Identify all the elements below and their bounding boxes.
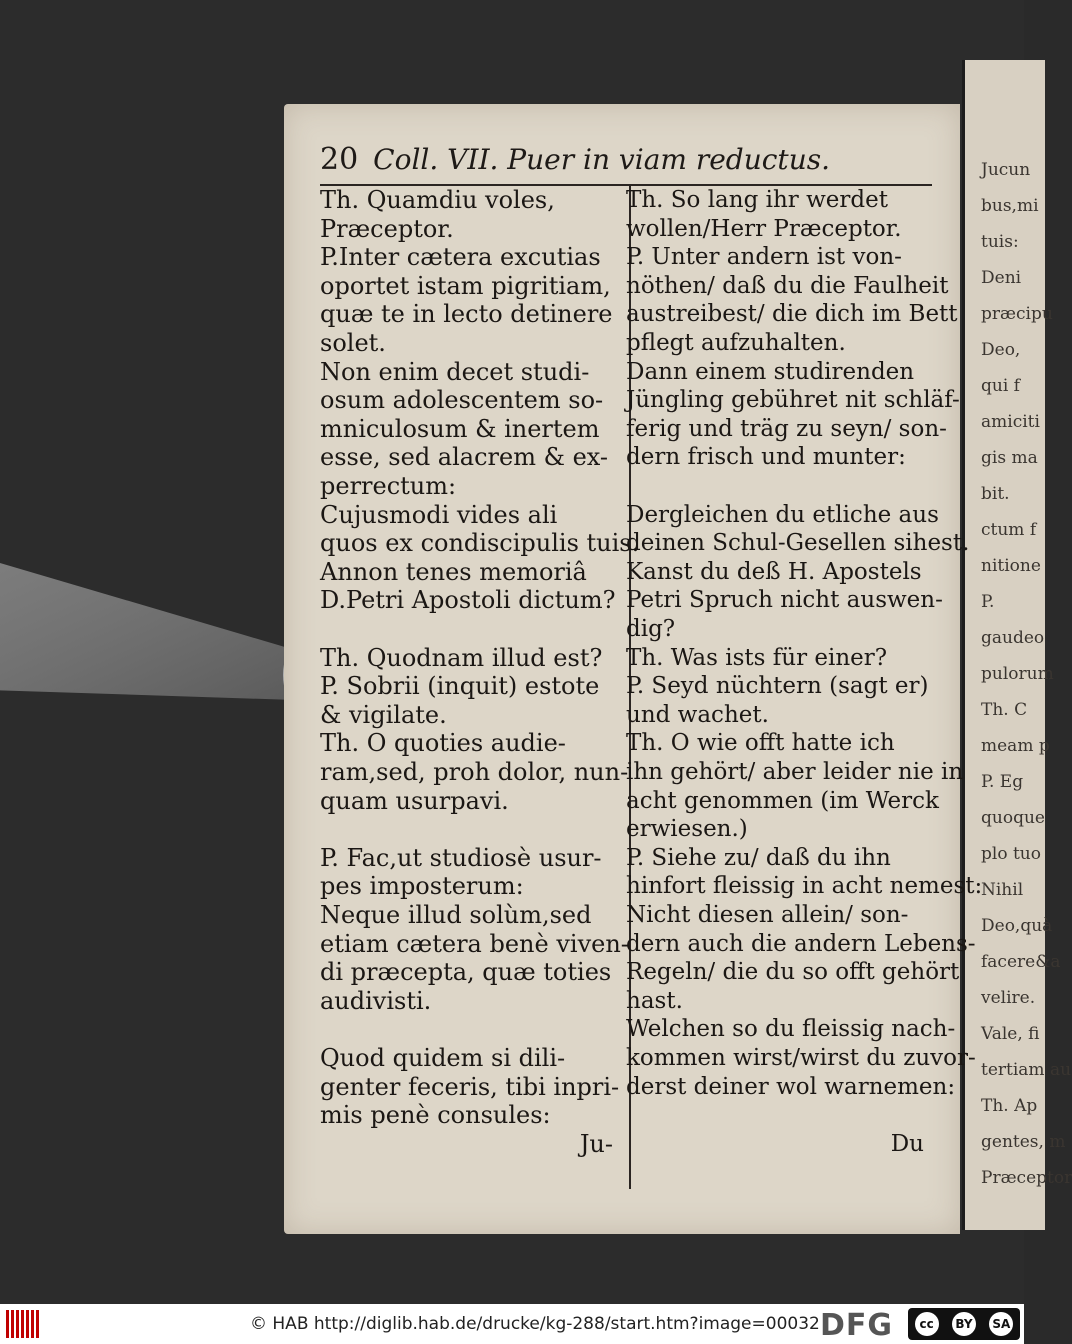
facing-page-fragment: quoque <box>981 808 1045 828</box>
facing-page-fragment: Deo, <box>981 340 1021 360</box>
german-text-line: derst deiner wol warnemen: <box>626 1073 956 1100</box>
german-text-line: Th. O wie offt hatte ich <box>626 730 895 757</box>
latin-text-line: P. Sobrii (inquit) estote <box>320 672 600 701</box>
facing-page-fragment: Præceptor <box>981 1168 1072 1188</box>
facing-page-fragment: Vale, fi <box>981 1024 1040 1044</box>
facing-page-fragment: plo tuo <box>981 844 1041 864</box>
cc-icon: cc <box>915 1312 939 1336</box>
facing-page-fragment: qui f <box>981 376 1020 396</box>
german-text-line: nöthen/ daß du die Faulheit <box>626 272 949 299</box>
facing-page-fragment: gis ma <box>981 448 1038 468</box>
german-text-line: P. Siehe zu/ daß du ihn <box>626 844 891 871</box>
facing-page-fragment: tertiam au <box>981 1060 1072 1080</box>
facing-page-fragment: P. Eg <box>981 772 1024 792</box>
german-text-line: Dergleichen du etliche aus <box>626 501 939 528</box>
latin-text-line: genter feceris, tibi inpri- <box>320 1072 620 1101</box>
latin-text-line: Quod quidem si dili- <box>320 1044 566 1072</box>
latin-text-line: Neque illud solùm,sed <box>320 901 592 929</box>
german-text-line: dern frisch und munter: <box>626 444 906 471</box>
facing-page-fragment: Th. C <box>981 700 1028 720</box>
glass-weight-pointer <box>0 560 320 720</box>
latin-text-line: pes imposterum: <box>320 872 524 901</box>
latin-text-line: mis penè consules: <box>320 1101 551 1130</box>
hab-barcode-logo <box>6 1310 44 1338</box>
latin-text-line: solet. <box>320 329 386 357</box>
german-text-line: Regeln/ die du so offt gehört <box>626 959 960 986</box>
german-text-line: P. Seyd nüchtern (sagt er) <box>626 673 929 700</box>
facing-page-fragment: tuis: <box>981 232 1019 252</box>
latin-text-line: D.Petri Apostoli dictum? <box>320 586 616 615</box>
latin-text-line: P. Fac,ut studiosè usur- <box>320 843 602 872</box>
latin-text-line: etiam cætera benè viven- <box>320 929 629 958</box>
creative-commons-badge[interactable] <box>908 1308 1020 1340</box>
facing-page-fragment: velire. <box>981 988 1036 1008</box>
german-text-line: Welchen so du fleissig nach- <box>626 1016 956 1043</box>
german-text-line: Th. Was ists für einer? <box>626 644 888 671</box>
german-text-line: Petri Spruch nicht auswen- <box>626 587 943 614</box>
latin-text-line: perrectum: <box>320 472 457 500</box>
latin-text-line: quos ex condiscipulis tuis. <box>320 529 640 558</box>
facing-page-fragment: bit. <box>981 484 1010 504</box>
latin-text-line: Non enim decet studi- <box>320 357 590 386</box>
latin-text-line: audivisti. <box>320 986 432 1015</box>
facing-page-fragment: præcipu <box>981 304 1053 324</box>
facing-page-fragment: meam p <box>981 736 1050 756</box>
facing-page-fragment: Nihil <box>981 880 1024 900</box>
facing-page-fragment: P. <box>981 592 995 612</box>
book-page <box>284 104 983 1234</box>
sa-icon: SA <box>989 1312 1013 1336</box>
footer-bar <box>0 1304 1024 1344</box>
german-text-line: P. Unter andern ist von- <box>626 244 902 271</box>
latin-text-line: di præcepta, quæ toties <box>320 958 612 987</box>
running-title: Coll. VII. Puer in viam reductus. <box>373 143 830 176</box>
latin-text-line: quam usurpavi. <box>320 786 509 815</box>
page-number: 20 <box>320 142 359 177</box>
by-icon: BY <box>952 1312 976 1336</box>
latin-text-line: Cujusmodi vides ali <box>320 500 558 529</box>
german-text-line: ferig und träg zu seyn/ son- <box>626 415 947 442</box>
facing-page-fragment: ctum f <box>981 520 1037 540</box>
latin-text-line: Ju- <box>579 1129 613 1158</box>
latin-text-line: mniculosum & inertem <box>320 414 600 443</box>
facing-page-fragment: Deni <box>981 268 1022 288</box>
german-text-line: pflegt aufzuhalten. <box>626 330 846 356</box>
facing-page-fragment: amiciti <box>981 412 1040 432</box>
german-text-line: austreibest/ die dich im Bett <box>626 301 958 328</box>
german-text-line: Jüngling gebühret nit schläf- <box>626 387 960 414</box>
german-text-line: Du <box>890 1130 924 1157</box>
german-text-line: acht genommen (im Werck <box>626 787 939 814</box>
german-text-line: dern auch die andern Lebens- <box>626 930 976 957</box>
latin-text-line: & vigilate. <box>320 700 447 729</box>
german-text-line: Nicht diesen allein/ son- <box>626 902 909 928</box>
facing-page-fragment: Jucun <box>981 160 1031 180</box>
latin-text-line: Th. Quodnam illud est? <box>320 643 603 672</box>
german-text-line: ihn gehört/ aber leider nie in <box>626 759 964 785</box>
facing-page-fragment: bus,mi <box>981 196 1039 216</box>
latin-text-line: Th. O quoties audie- <box>320 729 566 758</box>
facing-page-fragment: gaudeo <box>981 628 1045 648</box>
latin-text-line: Th. Quamdiu voles, <box>320 186 555 214</box>
latin-text-line: osum adolescentem so- <box>320 386 604 415</box>
german-text-line: wollen/Herr Præceptor. <box>626 215 902 242</box>
german-text-line: Th. So lang ihr werdet <box>626 187 888 213</box>
latin-text-line: Annon tenes memoriâ <box>320 557 587 586</box>
facing-page-fragment: pulorum <box>981 664 1054 684</box>
latin-text-line: Præceptor. <box>320 214 454 243</box>
german-text-line: deinen Schul-Gesellen sihest. <box>626 530 970 557</box>
latin-text-line: P.Inter cætera excutias <box>320 243 601 272</box>
facing-page-fragment: nitione <box>981 556 1041 576</box>
german-text-line: und wachet. <box>626 701 769 728</box>
german-text-line: Dann einem studirenden <box>626 358 915 385</box>
german-text-line: kommen wirst/wirst du zuvor- <box>626 1045 976 1071</box>
german-text-line: erwiesen.) <box>626 816 748 843</box>
latin-text-line: oportet istam pigritiam, <box>320 271 611 300</box>
facing-page-fragment: Th. Ap <box>981 1096 1038 1116</box>
latin-text-line: ram,sed, proh dolor, nun- <box>320 758 629 786</box>
dfg-logo: DFG <box>820 1308 894 1343</box>
page-header <box>320 142 930 177</box>
german-text-line: Kanst du deß H. Apostels <box>626 558 922 585</box>
latin-text-line: quæ te in lecto detinere <box>320 300 613 329</box>
german-text-line: hinfort fleissig in acht nemest: <box>626 873 983 900</box>
facing-page-fragment: Deo,quà <box>981 916 1053 936</box>
latin-text-line: esse, sed alacrem & ex- <box>320 443 609 472</box>
facing-page-fragment: gentes, m <box>981 1132 1066 1152</box>
copyright-credit[interactable]: © HAB http://diglib.hab.de/drucke/kg-288/start.htm?image=00032 <box>250 1314 820 1334</box>
german-text-line: hast. <box>626 987 683 1014</box>
facing-page-fragment: facere&a <box>981 952 1061 972</box>
german-text-line: dig? <box>626 616 676 642</box>
